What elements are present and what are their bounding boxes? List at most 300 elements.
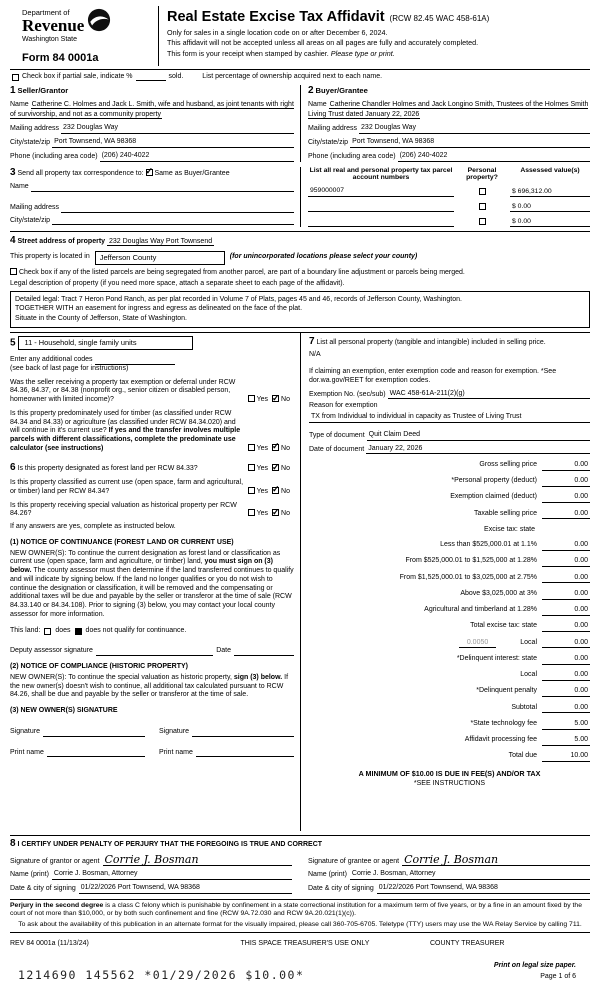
agency-block — [10, 6, 150, 66]
technology-fee-row — [309, 720, 590, 730]
same-as-buyer-label: Same as Buyer/Grantee — [154, 169, 230, 177]
main-columns — [10, 332, 590, 831]
additional-codes-row — [10, 356, 294, 365]
seller-city-field[interactable]: Port Townsend, WA 98368 — [52, 138, 294, 148]
buyer-section — [300, 85, 590, 161]
taxable-price-value[interactable]: 0.00 — [542, 510, 590, 520]
current-use-no-checkbox[interactable] — [272, 487, 279, 494]
new-owners-lead-2: NEW OWNER(S): — [10, 673, 67, 681]
historic-no-checkbox[interactable] — [272, 509, 279, 516]
timber-question — [10, 410, 244, 454]
correspondence-city-label: City/state/zip — [10, 216, 51, 224]
buyer-city-field[interactable]: Port Townsend, WA 98368 — [350, 138, 590, 148]
seller-title: Seller/Grantor — [17, 86, 69, 96]
section-4-number: 4 — [10, 235, 16, 247]
delinquent-interest-local-label: Local — [520, 671, 537, 679]
grantee-signature-field[interactable]: Corrie J. Bosman — [402, 854, 590, 866]
owner-signature-1 — [10, 728, 145, 737]
document-type-row — [309, 431, 590, 441]
designation-section — [10, 462, 294, 758]
total-state-value[interactable]: 0.00 — [542, 622, 590, 632]
document-type-label: Type of document — [309, 431, 365, 439]
total-state-row — [309, 622, 590, 632]
notice-compliance-title: (2) NOTICE OF COMPLIANCE (HISTORIC PROPERTY) — [10, 663, 188, 671]
section-1-number: 1 — [10, 85, 16, 97]
document-date-row — [309, 445, 590, 455]
does-qualify-checkbox[interactable] — [44, 628, 51, 635]
partial-sale-label: Check box if partial sale, indicate % — [22, 72, 133, 80]
agricultural-row — [309, 606, 590, 616]
spacer — [10, 192, 294, 200]
left-column — [10, 333, 300, 831]
tier2-label: From $525,000.01 to $1,525,000 at 1.28% — [405, 557, 537, 565]
buyer-mailing-field[interactable]: 232 Douglas Way — [359, 124, 590, 134]
taxable-price-label: Taxable selling price — [473, 509, 537, 517]
legal-line-1: Detailed legal: Tract 7 Heron Pond Ranch, as per plat recorded in Volume 7 of Plats, pages 45 and 46, records of Jefferson County, Washington. — [15, 295, 462, 303]
buyer-mailing-label: Mailing address — [308, 125, 358, 133]
grantee-date-city-row — [308, 884, 590, 894]
timber-question-row — [10, 410, 294, 454]
parcel-numbers-header: List all real and personal property tax parcel account numbers — [309, 166, 453, 182]
exemption-number-field[interactable]: WAC 458-61A-211(2)(g) — [388, 390, 590, 400]
deputy-date-label: Date — [216, 647, 231, 655]
signature-label: Signature — [10, 727, 40, 735]
same-as-buyer-checkbox[interactable] — [146, 169, 153, 176]
parcel-number-field[interactable]: 959000007 — [308, 187, 454, 197]
grantee-print-field[interactable]: Corrie J. Bosman, Attorney — [350, 870, 590, 880]
historic-question-row — [10, 502, 294, 520]
does-label: does — [55, 626, 71, 634]
parcel-table — [308, 167, 590, 228]
tier3-value[interactable]: 0.00 — [542, 574, 590, 584]
local-rate-field[interactable]: 0.0050 — [459, 639, 496, 649]
segregated-label: Check box if any of the listed parcels are being segregated from another parcel, are part of a boundary line adjustment or parcels being merged. — [18, 269, 465, 276]
document-date-field[interactable]: January 22, 2026 — [366, 445, 590, 455]
certification-section — [10, 835, 590, 894]
treasurer-space-label: THIS SPACE TREASURER'S USE ONLY — [240, 940, 370, 948]
dor-logo-icon — [87, 8, 111, 36]
parcel-assessed-field[interactable]: $ 0.00 — [510, 203, 590, 212]
seller-city-row — [10, 138, 294, 148]
no-label: No — [281, 465, 290, 473]
timber-no-checkbox[interactable] — [272, 444, 279, 451]
section-8-number: 8 — [10, 837, 16, 849]
header-note-2: This affidavit will not be accepted unless all areas on all pages are fully and accurately completed. — [167, 38, 479, 48]
document-type-field[interactable]: Quit Claim Deed — [367, 431, 590, 441]
current-use-yes-checkbox[interactable] — [248, 487, 255, 494]
sign-below-bold: sign (3) below. — [233, 673, 283, 681]
this-land-label: This land: — [10, 626, 41, 634]
does-not-label: does not qualify for continuance. — [85, 626, 187, 634]
legal-description-label: Legal description of property (if you need more space, attach a separate sheet to each page of the affidavit). — [10, 279, 345, 287]
notice-continuance-title: (1) NOTICE OF CONTINUANCE (FOREST LAND OR CURRENT USE) — [10, 538, 234, 546]
does-not-qualify-checkbox[interactable] — [75, 628, 82, 635]
historic-question: Is this property receiving special valuation as historical property per RCW 84.26? — [10, 501, 237, 518]
title-block — [158, 6, 590, 66]
no-label: No — [281, 510, 290, 518]
seller-city-label: City/state/zip — [10, 139, 51, 146]
grantor-signature-row — [10, 854, 292, 866]
correspondence-mailing-row — [10, 204, 294, 213]
grantor-signature-block — [10, 850, 292, 894]
rev-row — [10, 940, 590, 949]
deferral-yes-checkbox[interactable] — [248, 395, 255, 402]
grantee-print-row — [308, 870, 590, 880]
exemption-instructions: If claiming an exemption, enter exemption code and reason for exemption. *See dor.wa.gov/REET for exemption codes. — [309, 368, 557, 384]
local-tax-label: Local — [520, 638, 537, 646]
land-use-section — [10, 336, 294, 454]
owner-signature-row — [10, 728, 294, 737]
street-address-row — [10, 235, 590, 248]
seller-mailing-row — [10, 124, 294, 134]
cashier-stamp: 1214690 145562 *01/29/2026 $10.00* — [18, 967, 305, 982]
exemption-deduct-row — [309, 493, 590, 503]
taxable-price-row — [309, 510, 590, 520]
right-column — [300, 333, 590, 831]
deputy-date-field[interactable] — [234, 648, 294, 656]
processing-fee-label: Affidavit processing fee — [464, 736, 537, 744]
notice-compliance-text-2: If the new owner(s) doesn't wish to continue, all additional tax calculated pursuant to RCW 84.26, shall be due and payable by the seller or transferor at the time of sale. — [10, 673, 289, 699]
delinquent-interest-state-label: *Delinquent interest: state — [456, 654, 537, 662]
correspondence-heading — [10, 167, 294, 180]
exemption-number-label: Exemption No. (sec/sub) — [309, 390, 386, 398]
deferral-question: Was the seller receiving a property tax exemption or deferral under RCW 84.36, 84.37, or 84.38 (nonprofit org., senior citizen or disabled person, homeowner with limited income)? — [10, 378, 236, 404]
tier1-label: Less than $525,000.01 at 1.1% — [440, 541, 537, 549]
technology-fee-value[interactable]: 5.00 — [542, 720, 590, 730]
parcel-1-personal-checkbox[interactable] — [479, 188, 486, 195]
seller-name-row — [10, 100, 294, 120]
forest-yes-checkbox[interactable] — [248, 464, 255, 471]
land-use-code-box[interactable]: 11 - Household, single family units — [18, 336, 193, 350]
subtotal-value[interactable]: 0.00 — [542, 704, 590, 714]
tier4-label: Above $3,025,000 at 3% — [460, 589, 537, 597]
seller-name-field[interactable]: Catherine C. Holmes and Jack L. Smith, wife and husband, as joint tenants with right of survivorship, and not as a community property — [10, 100, 294, 119]
current-use-yes-no — [244, 487, 294, 497]
parcel-number-field[interactable] — [308, 217, 454, 227]
partial-sale-row — [10, 69, 590, 84]
correspondence-name-field[interactable] — [31, 184, 294, 192]
delinquent-penalty-row — [309, 687, 590, 697]
notice-continuance-text-1: To continue the current designation as forest land or classification as current use (open space, farm and agriculture, or timber) land, — [10, 549, 281, 566]
delinquent-penalty-label: *Delinquent penalty — [476, 687, 537, 695]
parcel-assessed-field[interactable]: $ 0.00 — [510, 218, 590, 227]
total-due-value[interactable]: 10.00 — [542, 752, 590, 762]
correspondence-name-label: Name — [10, 183, 29, 190]
owner-signature-2 — [159, 728, 294, 737]
tier4-row — [309, 590, 590, 600]
section-2-number: 2 — [308, 85, 314, 97]
yes-label: Yes — [256, 396, 269, 404]
header-note-1: Only for sales in a single location code on or after December 6, 2024. — [167, 27, 388, 37]
deputy-signature-field[interactable] — [96, 648, 213, 656]
processing-fee-value[interactable]: 5.00 — [542, 736, 590, 746]
seller-mailing-field[interactable]: 232 Douglas Way — [61, 124, 294, 134]
segregated-row — [10, 268, 590, 278]
delinquent-interest-local-row — [309, 671, 590, 681]
signature-label: Signature — [159, 727, 189, 735]
section-7-number: 7 — [309, 335, 315, 347]
buyer-title: Buyer/Grantee — [315, 86, 368, 96]
certification-columns — [10, 850, 590, 894]
forest-question-text: Is this property designated as forest land per RCW 84.33? — [17, 464, 198, 472]
notice-compliance-text-1: To continue the special valuation as historic property, — [68, 673, 232, 681]
correspondence-name-row — [10, 183, 294, 192]
property-section — [10, 231, 590, 328]
delinquent-interest-local-value[interactable]: 0.00 — [542, 671, 590, 681]
grantee-date-city-field[interactable]: 01/22/2026 Port Townsend, WA 98368 — [377, 884, 590, 894]
total-due-label: Total due — [508, 752, 537, 760]
street-address-field[interactable]: 232 Douglas Way Port Townsend — [109, 238, 213, 246]
personal-property-value[interactable]: N/A — [309, 351, 321, 359]
perjury-note — [10, 899, 590, 919]
total-state-label: Total excise tax: state — [470, 622, 537, 630]
grantee-date-city-label: Date & city of signing — [308, 885, 374, 893]
section-5-number: 5 — [10, 337, 16, 349]
tier2-value[interactable]: 0.00 — [542, 557, 590, 567]
yes-label: Yes — [256, 444, 269, 452]
parcel-personal-cell — [459, 218, 505, 227]
tier1-value[interactable]: 0.00 — [542, 541, 590, 551]
form-header — [10, 6, 590, 66]
notice-continuance-text-2: The county assessor must then determine if the land transferred continues to qualify and will indicate by signing below. If the land no longer qualifies or you do not wish to continue the designation or classification, it will be removed and the compensating or additional taxes will be due and payable by the seller or transferor at the time of sale (RCW 84.33.140 or 84.34.108). Prior to signing (3) below, you may contact your local county assessor for more information. — [10, 567, 294, 618]
assessed-value-header: Assessed value(s) — [520, 166, 580, 174]
legal-line-2: TOGETHER WITH an easement for ingress and egress as delineated on the face of the plat. — [15, 305, 303, 313]
deferral-question-row — [10, 379, 294, 405]
subtotal-label: Subtotal — [511, 703, 537, 711]
section-3-number: 3 — [10, 166, 16, 178]
deferral-no-checkbox[interactable] — [272, 395, 279, 402]
if-yes-note: If any answers are yes, complete as instructed below. — [10, 523, 176, 531]
timber-question-bold: If yes and the transfer involves multiple parcels with different classifications, complete the predominate use calculator (see instructions) — [10, 427, 241, 452]
print-name-label: Print name — [10, 748, 44, 756]
exemption-deduct-value[interactable]: 0.00 — [542, 493, 590, 503]
grantee-signature-row — [308, 854, 590, 866]
forest-question — [10, 462, 244, 475]
agricultural-value[interactable]: 0.00 — [542, 606, 590, 616]
owner-print-name-row — [10, 749, 294, 758]
seller-phone-field[interactable]: (206) 240-4022 — [100, 152, 294, 162]
must-sign-bold: you must sign on (3) below. — [10, 558, 273, 575]
buyer-phone-field[interactable]: (206) 240-4022 — [398, 152, 590, 162]
correspondence-mailing-field[interactable] — [61, 205, 294, 213]
owner-signature-1-field[interactable] — [43, 729, 145, 737]
grantor-print-label: Name (print) — [10, 871, 49, 879]
local-tax-row — [309, 639, 590, 649]
forest-yes-no — [244, 464, 294, 474]
parcel-2-personal-checkbox[interactable] — [479, 203, 486, 210]
buyer-name-field[interactable]: Catherine Chandler Holmes and Jack Longino Smith, Trustees of the Holmes Smith Living Trust dated January 22, 2026 — [308, 100, 589, 119]
parcel-assessed-field[interactable]: $ 696,312.00 — [510, 188, 590, 197]
grantee-signature-label: Signature of grantee or agent — [308, 857, 400, 865]
personal-deduct-row — [309, 477, 590, 487]
no-label: No — [281, 396, 290, 404]
seller-heading — [10, 85, 294, 98]
new-owners-signature-title: (3) NEW OWNER(S) SIGNATURE — [10, 707, 118, 715]
personal-property-section — [309, 336, 590, 455]
located-in-label: This property is located in — [10, 253, 90, 261]
form-title: Real Estate Excise Tax Affidavit — [167, 9, 385, 25]
delinquent-penalty-value[interactable]: 0.00 — [542, 687, 590, 697]
local-tax-value[interactable]: 0.00 — [542, 639, 590, 649]
exemption-number-row — [309, 390, 590, 400]
delinquent-interest-state-value[interactable]: 0.00 — [542, 655, 590, 665]
technology-fee-label: *State technology fee — [470, 719, 537, 727]
no-label: No — [281, 487, 290, 495]
minimum-due-note: A MINIMUM OF $10.00 IS DUE IN FEE(S) AND/OR TAX — [358, 769, 541, 779]
perjury-lead: Perjury in the second degree — [10, 901, 104, 909]
exemption-reason-label: Reason for exemption — [309, 402, 378, 410]
owner-signature-2-field[interactable] — [192, 729, 294, 737]
tty-note: To ask about the availability of this publication in an alternate format for the visually impaired, please call 360-705-6705. Teletype (TTY) users may use the WA Relay Service by calling 711. — [10, 921, 590, 933]
partial-sale-checkbox[interactable] — [12, 74, 19, 81]
see-back-note: (see back of last page for instructions) — [10, 364, 129, 372]
additional-codes-field[interactable] — [95, 357, 175, 365]
grantee-print-label: Name (print) — [308, 871, 347, 879]
owner-print-2-field[interactable] — [196, 749, 294, 757]
processing-fee-row — [309, 736, 590, 746]
partial-percent-field[interactable] — [136, 73, 166, 81]
owner-print-1-field[interactable] — [47, 749, 145, 757]
buyer-mailing-row — [308, 124, 590, 134]
buyer-city-label: City/state/zip — [308, 139, 349, 146]
seller-mailing-label: Mailing address — [10, 125, 60, 133]
parties-columns — [10, 85, 590, 161]
notice-compliance-body — [10, 674, 294, 700]
buyer-city-row — [308, 138, 590, 148]
timber-yes-no — [244, 444, 294, 454]
correspondence-section — [10, 167, 300, 228]
deputy-signature-label: Deputy assessor signature — [10, 647, 93, 655]
correspondence-city-row — [10, 217, 294, 226]
county-note: (for unincorporated locations please select your county) — [229, 253, 418, 261]
tier4-value[interactable]: 0.00 — [542, 590, 590, 600]
this-land-row — [10, 627, 294, 636]
current-use-question: Is this property classified as current use (open space, farm and agricultural, or timber) land per RCW 84.34? — [10, 479, 244, 495]
form-title-rcw: (RCW 82.45 WAC 458-61A) — [389, 14, 490, 23]
buyer-heading — [308, 85, 590, 98]
excise-state-heading: Excise tax: state — [484, 525, 535, 533]
rev-code: REV 84 0001a (11/13/24) — [10, 940, 89, 948]
title-line — [167, 8, 590, 26]
page-info — [494, 961, 576, 982]
county-treasurer-label: COUNTY TREASURER — [430, 940, 505, 948]
grantor-print-row — [10, 870, 292, 880]
perjury-body: is a class C felony which is punishable by confinement in a state correctional institution for a maximum term of five years, or by a fine in an amount fixed by the court of not more than $10,000, or by both such confinement and fine (RCW 9A.72.030 and RCW 9A.20.021(1)(c)). — [10, 901, 582, 918]
yes-label: Yes — [256, 487, 269, 495]
legal-paper-note: Print on legal size paper. — [493, 962, 576, 969]
correspondence-mailing-label: Mailing address — [10, 203, 60, 211]
correspondence-label: Send all property tax correspondence to: — [17, 169, 144, 177]
additional-codes-label: Enter any additional codes — [10, 356, 93, 364]
fee-table — [309, 461, 590, 789]
grantor-date-city-field[interactable]: 01/22/2026 Port Townsend, WA 98368 — [79, 884, 292, 894]
no-label: No — [281, 444, 290, 452]
legal-description-box[interactable] — [10, 291, 590, 328]
segregated-checkbox[interactable] — [10, 268, 17, 275]
parcel-3-personal-checkbox[interactable] — [479, 218, 486, 225]
grantor-date-city-label: Date & city of signing — [10, 885, 76, 893]
agency-wordmark-block — [22, 8, 84, 45]
gross-price-value[interactable]: 0.00 — [542, 461, 590, 471]
seller-phone-row — [10, 152, 294, 162]
county-row — [10, 251, 590, 265]
seller-name-label: Name — [10, 100, 29, 108]
agency-brand — [22, 8, 150, 45]
owner-print-2 — [159, 749, 294, 758]
street-address-label: Street address of property — [17, 238, 106, 246]
subtotal-row — [309, 704, 590, 714]
parcel-personal-cell — [459, 188, 505, 197]
deferral-yes-no — [244, 395, 294, 405]
tier3-label: From $1,525,000.01 to $3,025,000 at 2.75% — [399, 573, 537, 581]
buyer-name-label: Name — [308, 100, 327, 108]
current-use-question-row — [10, 479, 294, 497]
tier3-row — [309, 574, 590, 584]
buyer-phone-label: Phone (including area code) — [308, 152, 396, 160]
header-note-3-text: This form is your receipt when stamped by cashier. — [167, 48, 329, 58]
historic-yes-no — [244, 509, 294, 519]
stamp-row — [10, 961, 590, 984]
agricultural-label: Agricultural and timberland at 1.28% — [424, 606, 537, 614]
print-name-label: Print name — [159, 748, 193, 756]
gross-price-label: Gross selling price — [479, 460, 537, 468]
exemption-reason-field[interactable]: TX from Individual to individual in capacity as Trustee of Living Trust — [309, 413, 590, 423]
document-date-label: Date of document — [309, 445, 365, 453]
county-select[interactable]: Jefferson County — [95, 251, 225, 265]
department-of-label: Department of — [22, 8, 70, 17]
personal-property-header: Personal property? — [466, 166, 498, 182]
personal-property-label: List all personal property (tangible and intangible) included in selling price. — [316, 338, 546, 346]
grantor-signature-label: Signature of grantor or agent — [10, 857, 100, 865]
section-6-number: 6 — [10, 461, 16, 473]
personal-deduct-value[interactable]: 0.00 — [542, 477, 590, 487]
gross-price-row — [309, 461, 590, 471]
buyer-phone-row — [308, 152, 590, 162]
personal-property-heading — [309, 336, 590, 349]
parcel-table-section — [300, 167, 590, 228]
yes-label: Yes — [256, 510, 269, 518]
certification-statement: I CERTIFY UNDER PENALTY OF PERJURY THAT THE FOREGOING IS TRUE AND CORRECT — [17, 840, 323, 848]
washington-state-label: Washington State — [22, 36, 77, 44]
delinquent-interest-state-row — [309, 655, 590, 665]
notice-continuance-body — [10, 550, 294, 620]
total-due-row — [309, 752, 590, 762]
buyer-name-row — [308, 100, 590, 120]
grantor-signature-field[interactable]: Corrie J. Bosman — [103, 854, 292, 866]
ownership-note: List percentage of ownership acquired next to each name. — [202, 72, 383, 80]
timber-yes-checkbox[interactable] — [248, 444, 255, 451]
seller-phone-label: Phone (including area code) — [10, 152, 98, 160]
new-owners-lead: NEW OWNER(S): — [10, 549, 67, 557]
page-number: Page 1 of 6 — [540, 972, 576, 980]
owner-print-1 — [10, 749, 145, 758]
legal-line-3: Situate in the County of Jefferson, State of Washington. — [15, 315, 187, 323]
timber-question-text: Is this property predominately used for timber (as classified under RCW 84.34 and 84.33) or agriculture (as classified under RCW 84.34.020) and will continue in it's current use? — [10, 409, 236, 435]
grantor-print-field[interactable]: Corrie J. Bosman, Attorney — [52, 870, 292, 880]
correspondence-columns — [10, 167, 590, 228]
tier2-row — [309, 557, 590, 567]
exemption-deduct-label: Exemption claimed (deduct) — [450, 493, 537, 501]
sold-label: sold. — [168, 72, 184, 80]
forest-no-checkbox[interactable] — [272, 464, 279, 471]
grantor-date-city-row — [10, 884, 292, 894]
parcel-number-field[interactable] — [308, 202, 454, 212]
type-or-print-note: Please type or print. — [330, 48, 395, 58]
historic-yes-checkbox[interactable] — [248, 509, 255, 516]
land-use-heading — [10, 336, 294, 350]
form-number: Form 84 0001a — [22, 51, 99, 64]
correspondence-city-field[interactable] — [52, 217, 294, 225]
